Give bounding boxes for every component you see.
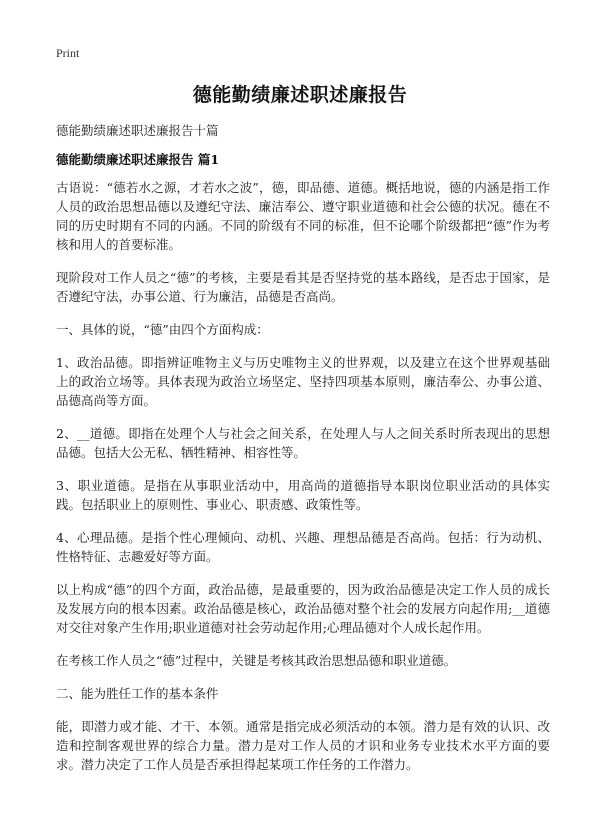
paragraph-summary: 以上构成“德”的四个方面，政治品德，是最重要的，因为政治品德是决定工作人员的成长及发展方向的根本因素。政治品德是核心，政治品德对整个社会的发展方向起作用;__道德对交往对象产生作用;职业道德对社会劳动起作用;心理品德对个人成长起作用。	[56, 582, 550, 635]
paragraph-item-4: 4、心理品德。是指个性心理倾向、动机、兴趣、理想品德是否高尚。包括：行为动机、性格特征、志趣爱好等方面。	[56, 530, 550, 564]
paragraph-key-point: 在考核工作人员之“德”过程中，关键是考核其政治思想品德和职业道德。	[56, 653, 457, 668]
paragraph-assessment: 现阶段对工作人员之“德”的考核，主要是看其是否坚持党的基本路线，是否忠于国家，是否遵纪守法，办事公道、行为廉洁，品德是否高尚。	[56, 270, 550, 304]
paragraph-ability: 能，即潜力或才能、才干、本领。通常是指完成必须活动的本领。潜力是有效的认识、改造和控制客观世界的综合力量。潜力是对工作人员的才识和业务专业技术水平方面的要求。潜力决定了工作人员是否承担得起某项工作任务的工作潜力。	[56, 719, 550, 772]
document-body	[56, 178, 550, 788]
paragraph-item-3: 3、职业道德。是指在从事职业活动中，用高尚的道德指导本职岗位职业活动的具体实践。包括职业上的原则性、事业心、职责感、政策性等。	[56, 478, 550, 512]
paragraph-section-two: 二、能为胜任工作的基本条件	[56, 686, 219, 701]
paragraph-section-one: 一、具体的说，“德”由四个方面构成：	[56, 322, 269, 337]
document-title: 德能勤绩廉述职述廉报告	[192, 84, 408, 106]
document-subtitle: 德能勤绩廉述职述廉报告十篇	[56, 123, 219, 138]
paragraph-item-1: 1、政治品德。即指辨证唯物主义与历史唯物主义的世界观，以及建立在这个世界观基础上的政治立场等。具体表现为政治立场坚定、坚持四项基本原则，廉洁奉公、办事公道、品德高尚等方面。	[56, 355, 550, 408]
print-label[interactable]: Print	[56, 46, 80, 60]
paragraph-intro: 古语说：“德若水之源，才若水之波”，德，即品德、道德。概括地说，德的内涵是指工作人员的政治思想品德以及遵纪守法、廉洁奉公、遵守职业道德和社会公德的状况。德在不同的历史时期有不同的内涵。不同的阶级有不同的标准，但不论哪个阶级都把“德”作为考核和用人的首要标准。	[56, 180, 550, 252]
paragraph-item-2: 2、__道德。即指在处理个人与社会之间关系，在处理人与人之间关系时所表现出的思想品德。包括大公无私、牺牲精神、相容性等。	[56, 426, 550, 460]
section-heading: 德能勤绩廉述职述廉报告 篇1	[56, 152, 220, 167]
